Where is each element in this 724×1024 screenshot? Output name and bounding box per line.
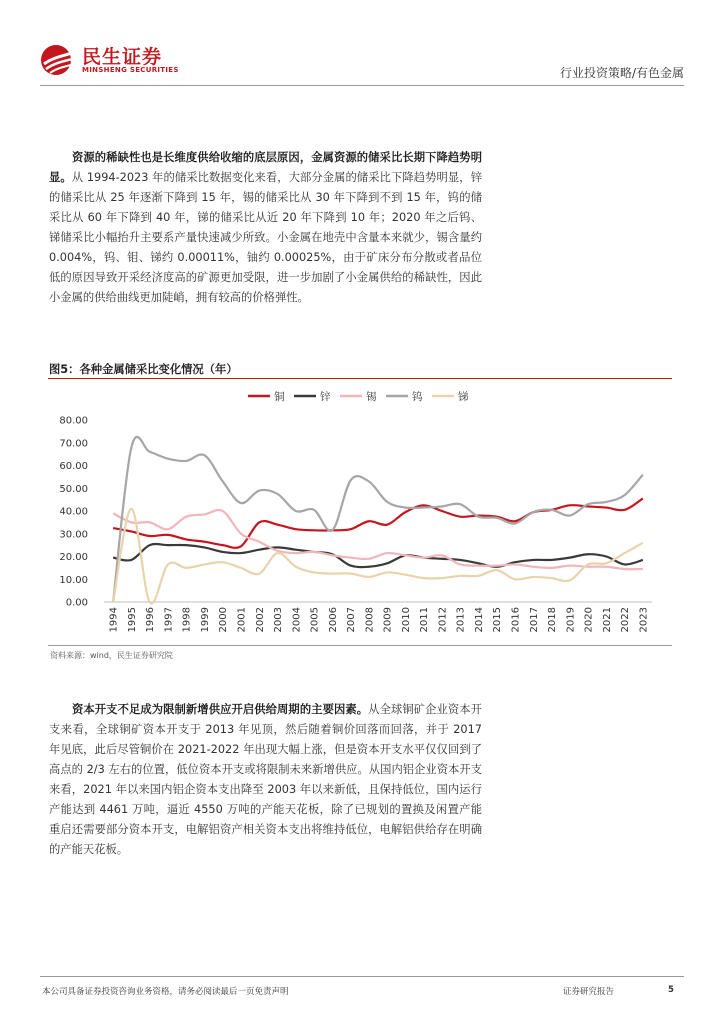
paragraph-lead: 资源的稀缺性也是长维度供给收缩的底层原因，金属资源的储采比长期下降趋势明显。 — [49, 151, 482, 184]
paragraph-capex — [49, 700, 482, 860]
x-tick-label: 2014 — [473, 607, 485, 633]
x-tick-label: 2022 — [620, 607, 632, 633]
paragraph-resource-scarcity — [49, 148, 482, 308]
x-tick-label: 2017 — [528, 607, 540, 633]
x-tick-label: 2005 — [309, 607, 321, 633]
x-tick-label: 1997 — [163, 607, 175, 633]
legend-label: 铜 — [274, 391, 285, 403]
paragraph-body: 从 1994-2023 年的储采比数据变化来看，大部分金属的储采比下降趋势明显，锌的储采比从 25 年逐渐下降到 15 年，锡的储采比从 30 年下降到不到 15 年，钨的储采比从 60 年下降到 40 年，锑的储采比从近 20 年下降到 10 年；2020 年之后钨、锑储采比小幅抬升主要系产量快速减少所致。小金属在地壳中含量本来就少，锡含量约 0.004%，钨、钼、锑约 0.00011%，铀约 0.00025%，由于矿床分布分散或者品位低的原因导致开采经济度高的矿源更加受限，进一步加剧了小金属供给的稀缺性，因此小金属的供给曲线更加陡峭，拥有较高的价格弹性。 — [49, 171, 482, 304]
y-tick-label: 30.00 — [59, 529, 88, 541]
x-tick-label: 2006 — [327, 607, 339, 633]
y-axis — [59, 416, 88, 609]
figure-bottom-rule — [48, 645, 672, 646]
x-tick-label: 2013 — [455, 607, 467, 633]
x-tick-label: 2004 — [291, 607, 303, 633]
y-tick-label: 0.00 — [65, 597, 88, 609]
series-line-0 — [113, 498, 643, 547]
footer-divider — [40, 976, 684, 977]
x-tick-label: 2003 — [273, 607, 285, 633]
x-tick-label: 1995 — [126, 607, 138, 633]
y-tick-label: 20.00 — [59, 552, 88, 563]
x-tick-label: 1999 — [199, 607, 211, 633]
document-category: 行业投资策略/有色金属 — [559, 66, 684, 80]
x-tick-label: 1996 — [145, 607, 157, 633]
x-tick-label: 2009 — [382, 607, 394, 633]
legend-label: 锡 — [366, 391, 377, 403]
x-tick-label: 2018 — [547, 607, 559, 633]
y-tick-label: 40.00 — [59, 506, 88, 518]
x-tick-label: 2010 — [400, 607, 412, 633]
y-tick-label: 10.00 — [59, 574, 88, 586]
brand-name-en: MINSHENG SECURITIES — [82, 66, 179, 74]
figure-title: 图5：各种金属储采比变化情况（年） — [49, 363, 238, 376]
x-tick-label: 2002 — [254, 607, 266, 633]
minsheng-logo-icon — [40, 44, 78, 76]
x-tick-label: 2011 — [419, 607, 431, 633]
legend-label: 锑 — [458, 391, 469, 403]
x-axis — [104, 602, 652, 632]
reserve-production-ratio-chart — [48, 380, 672, 644]
x-tick-label: 2001 — [236, 607, 248, 633]
chart-legend — [248, 390, 469, 403]
header-divider — [40, 85, 684, 86]
y-tick-label: 60.00 — [59, 461, 88, 472]
figure-top-rule — [48, 378, 672, 379]
legend-label: 锌 — [320, 391, 331, 403]
series-line-3 — [113, 437, 643, 602]
x-tick-label: 2015 — [492, 607, 504, 633]
figure-source: 资料来源：wind，民生证券研究院 — [50, 651, 173, 660]
y-tick-label: 80.00 — [59, 415, 88, 427]
paragraph-lead: 资本开支不足成为限制新增供应开启供给周期的主要因素。 — [72, 703, 369, 716]
x-tick-label: 2007 — [346, 607, 358, 633]
paragraph-body: 从全球铜矿企业资本开支来看，全球铜矿资本开支于 2013 年见顶，然后随着铜价回落而回落，并于 2017 年见底，此后尽管铜价在 2021-2022 年出现大幅上涨，但是资本开支水平仅仅回到了高点的 2/3 左右的位置，低位资本开支或将限制未来新增供应。从国内铝企业资本开支来看，2021 年以来国内铝企资本支出降至 2003 年以来新低，且保持低位，国内运行产能达到 4461 万吨，逼近 4550 万吨的产能天花板，除了已规划的置换及闲置产能重启还需要部分资本开支，电解铝资产相关资本支出将维持低位，电解铝供给存在明确的产能天花板。 — [49, 703, 482, 856]
series-lines — [113, 437, 643, 603]
x-tick-label: 2021 — [601, 607, 613, 633]
x-tick-label: 1998 — [181, 607, 193, 633]
x-tick-label: 1994 — [108, 607, 120, 633]
y-tick-label: 70.00 — [59, 438, 88, 450]
page-header — [0, 0, 724, 90]
x-tick-label: 2008 — [364, 607, 376, 633]
footer-report-type: 证券研究报告 — [563, 987, 615, 997]
x-tick-label: 2019 — [565, 607, 577, 633]
x-tick-label: 2016 — [510, 607, 522, 633]
legend-label: 钨 — [412, 391, 423, 403]
x-tick-label: 2000 — [218, 607, 230, 633]
brand-name-cn: 民生证券 — [82, 46, 163, 68]
x-tick-label: 2020 — [583, 607, 595, 633]
x-tick-label: 2023 — [638, 607, 650, 633]
y-tick-label: 50.00 — [59, 483, 88, 495]
footer-disclaimer: 本公司具备证券投资咨询业务资格，请务必阅读最后一页免责声明 — [42, 987, 289, 997]
x-tick-label: 2012 — [437, 607, 449, 633]
page-number: 5 — [668, 985, 674, 995]
